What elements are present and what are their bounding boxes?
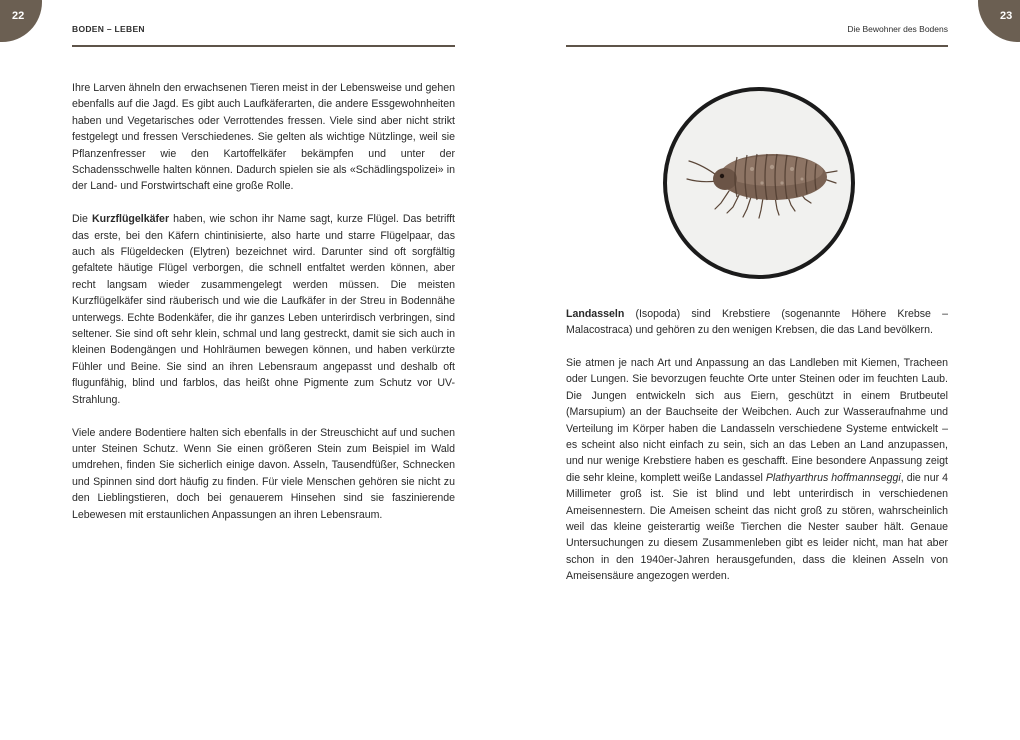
paragraph-kurzfluegelkaefer xyxy=(72,211,455,408)
paragraph-text: haben, wie schon ihr Name sagt, kurze Flügel. Das betrifft das erste, bei den Käfern chintinisierte, also harte und starre Flügelpaar, das auch als Flügeldecken (Elytren) bezeichnet wird. Darunter sind oft sorgfältig gefaltete häutige Flügel verborgen, die schnell entfaltet werden können, aber recht langsam wieder zusammengelegt werden müssen. Die meisten Kurzflügelkäfer sind räuberisch und wie die Laufkäfer in der Streu in Bodennähe unterwegs. Echte Bodenkäfer, die ihr ganzes Leben unterirdisch verbringen, sind seltener. Sie sind oft sehr klein, schmal und lang gestreckt, damit sie sich auch in kleinen Bodengängen und Hohlräumen bewegen können, und haben verkürzte Fühler und Beine. Sie sind an ihren Lebensraum angepasst und deshalb oft flugunfähig, blind und farblos, das heißt ohne Pigmente zum Schutz vor UV-Strahlung. xyxy=(72,213,455,406)
page-number-right-label: 23 xyxy=(1000,10,1013,22)
header-rule-right xyxy=(566,45,948,47)
species-name: Plathyarthrus hoffmannseggi xyxy=(765,471,901,484)
header-rule-left xyxy=(72,45,455,47)
right-intro-column xyxy=(566,306,948,339)
page-number-left-label: 22 xyxy=(12,10,25,22)
page-number-right xyxy=(978,0,1020,42)
term-landasseln: Landasseln xyxy=(566,308,625,320)
paragraph-text: Sie atmen je nach Art und Anpassung an das Landleben mit Kiemen, Tracheen oder Lungen. Sie bevorzugen feuchte Orte unter Steinen oder im feuchten Laub. Die Jungen entwickeln sich aus Eiern, geschützt in einem Brutbeutel (Marsupium) an der Bauchseite der Weibchen. Auch zur Wasseraufnahme und Verteilung im Körper haben die Landasseln verschiedene Systeme entwickelt – es scheint also nicht einfach zu sein, sich an das Leben an Land anzupassen, und nur wenige Krebstiere haben es geschafft. Eine besondere Anpassung zeigt die sehr kleine, komplett weiße Landassel xyxy=(566,357,948,484)
paragraph-bodentiere: Viele andere Bodentiere halten sich ebenfalls in der Streuschicht auf und suchen unter Steinen Schutz. Wenn Sie einen größeren Stein zum Beispiel im Wald umdrehen, finden Sie sicherlich einige davon. Asseln, Tausendfüßer, Schnecken und Spinnen sind dort häufig zu finden. Für viele Menschen gehören sie nicht zu den Lieblingstieren, doch bei genauerem Hinsehen sind sie faszinierende Lebewesen mit erstaunlichen Anpassungen an ihren Lebensraum. xyxy=(72,426,455,521)
woodlouse-figure xyxy=(663,87,855,279)
running-header-left: BODEN – LEBEN xyxy=(72,24,145,34)
paragraph-landasseln xyxy=(566,306,948,339)
term-kurzfluegelkaefer: Kurzflügelkäfer xyxy=(91,213,170,226)
paragraph-text: Die xyxy=(72,213,92,226)
right-body-column xyxy=(566,355,948,585)
paragraph-text: (Isopoda) sind Krebstiere (sogenannte Höhere Krebse – Malacostraca) und gehören zu den wenigen Krebsen, die das Land bevölkern. xyxy=(566,308,948,337)
left-text-column xyxy=(72,80,455,523)
paragraph-text: , die nur 4 Millimeter groß ist. Sie ist blind und lebt unterirdisch in verschiedenen Ameisennestern. Die Ameisen scheint das nicht groß zu stören, wahrscheinlich weil das kleine geisterartig weiße Tierchen die Nester sauber hält. Genaue Untersuchungen zu diesem Zusammenleben gibt es leider nicht, man hat aber schon in den 1940er-Jahren herausgefunden, dass die kleinen Asseln von Ameisensäure angezogen werden. xyxy=(566,471,948,583)
woodlouse-illustration-icon xyxy=(667,91,851,275)
page-number-left xyxy=(0,0,42,42)
paragraph-atmung xyxy=(566,355,948,585)
running-header-right: Die Bewohner des Bodens xyxy=(847,24,948,34)
paragraph-laufkaefer: Ihre Larven ähneln den erwachsenen Tieren meist in der Lebensweise und gehen ebenfalls auf die Jagd. Es gibt auch Laufkäferarten, die andere Essgewohnheiten haben und Vegetarisches oder Verrottendes fressen. Viele sind aber nicht strikt festgelegt und fressen Verschiedenes. Sie gelten als wichtige Nützlinge, weil sie Pflanzenfresser wie den Kartoffelkäfer bekämpfen und unter der Schadensschwelle halten können. Dadurch spielen sie als «Schädlingspolizei» in der Land- und Forstwirtschaft eine große Rolle. xyxy=(72,82,455,193)
